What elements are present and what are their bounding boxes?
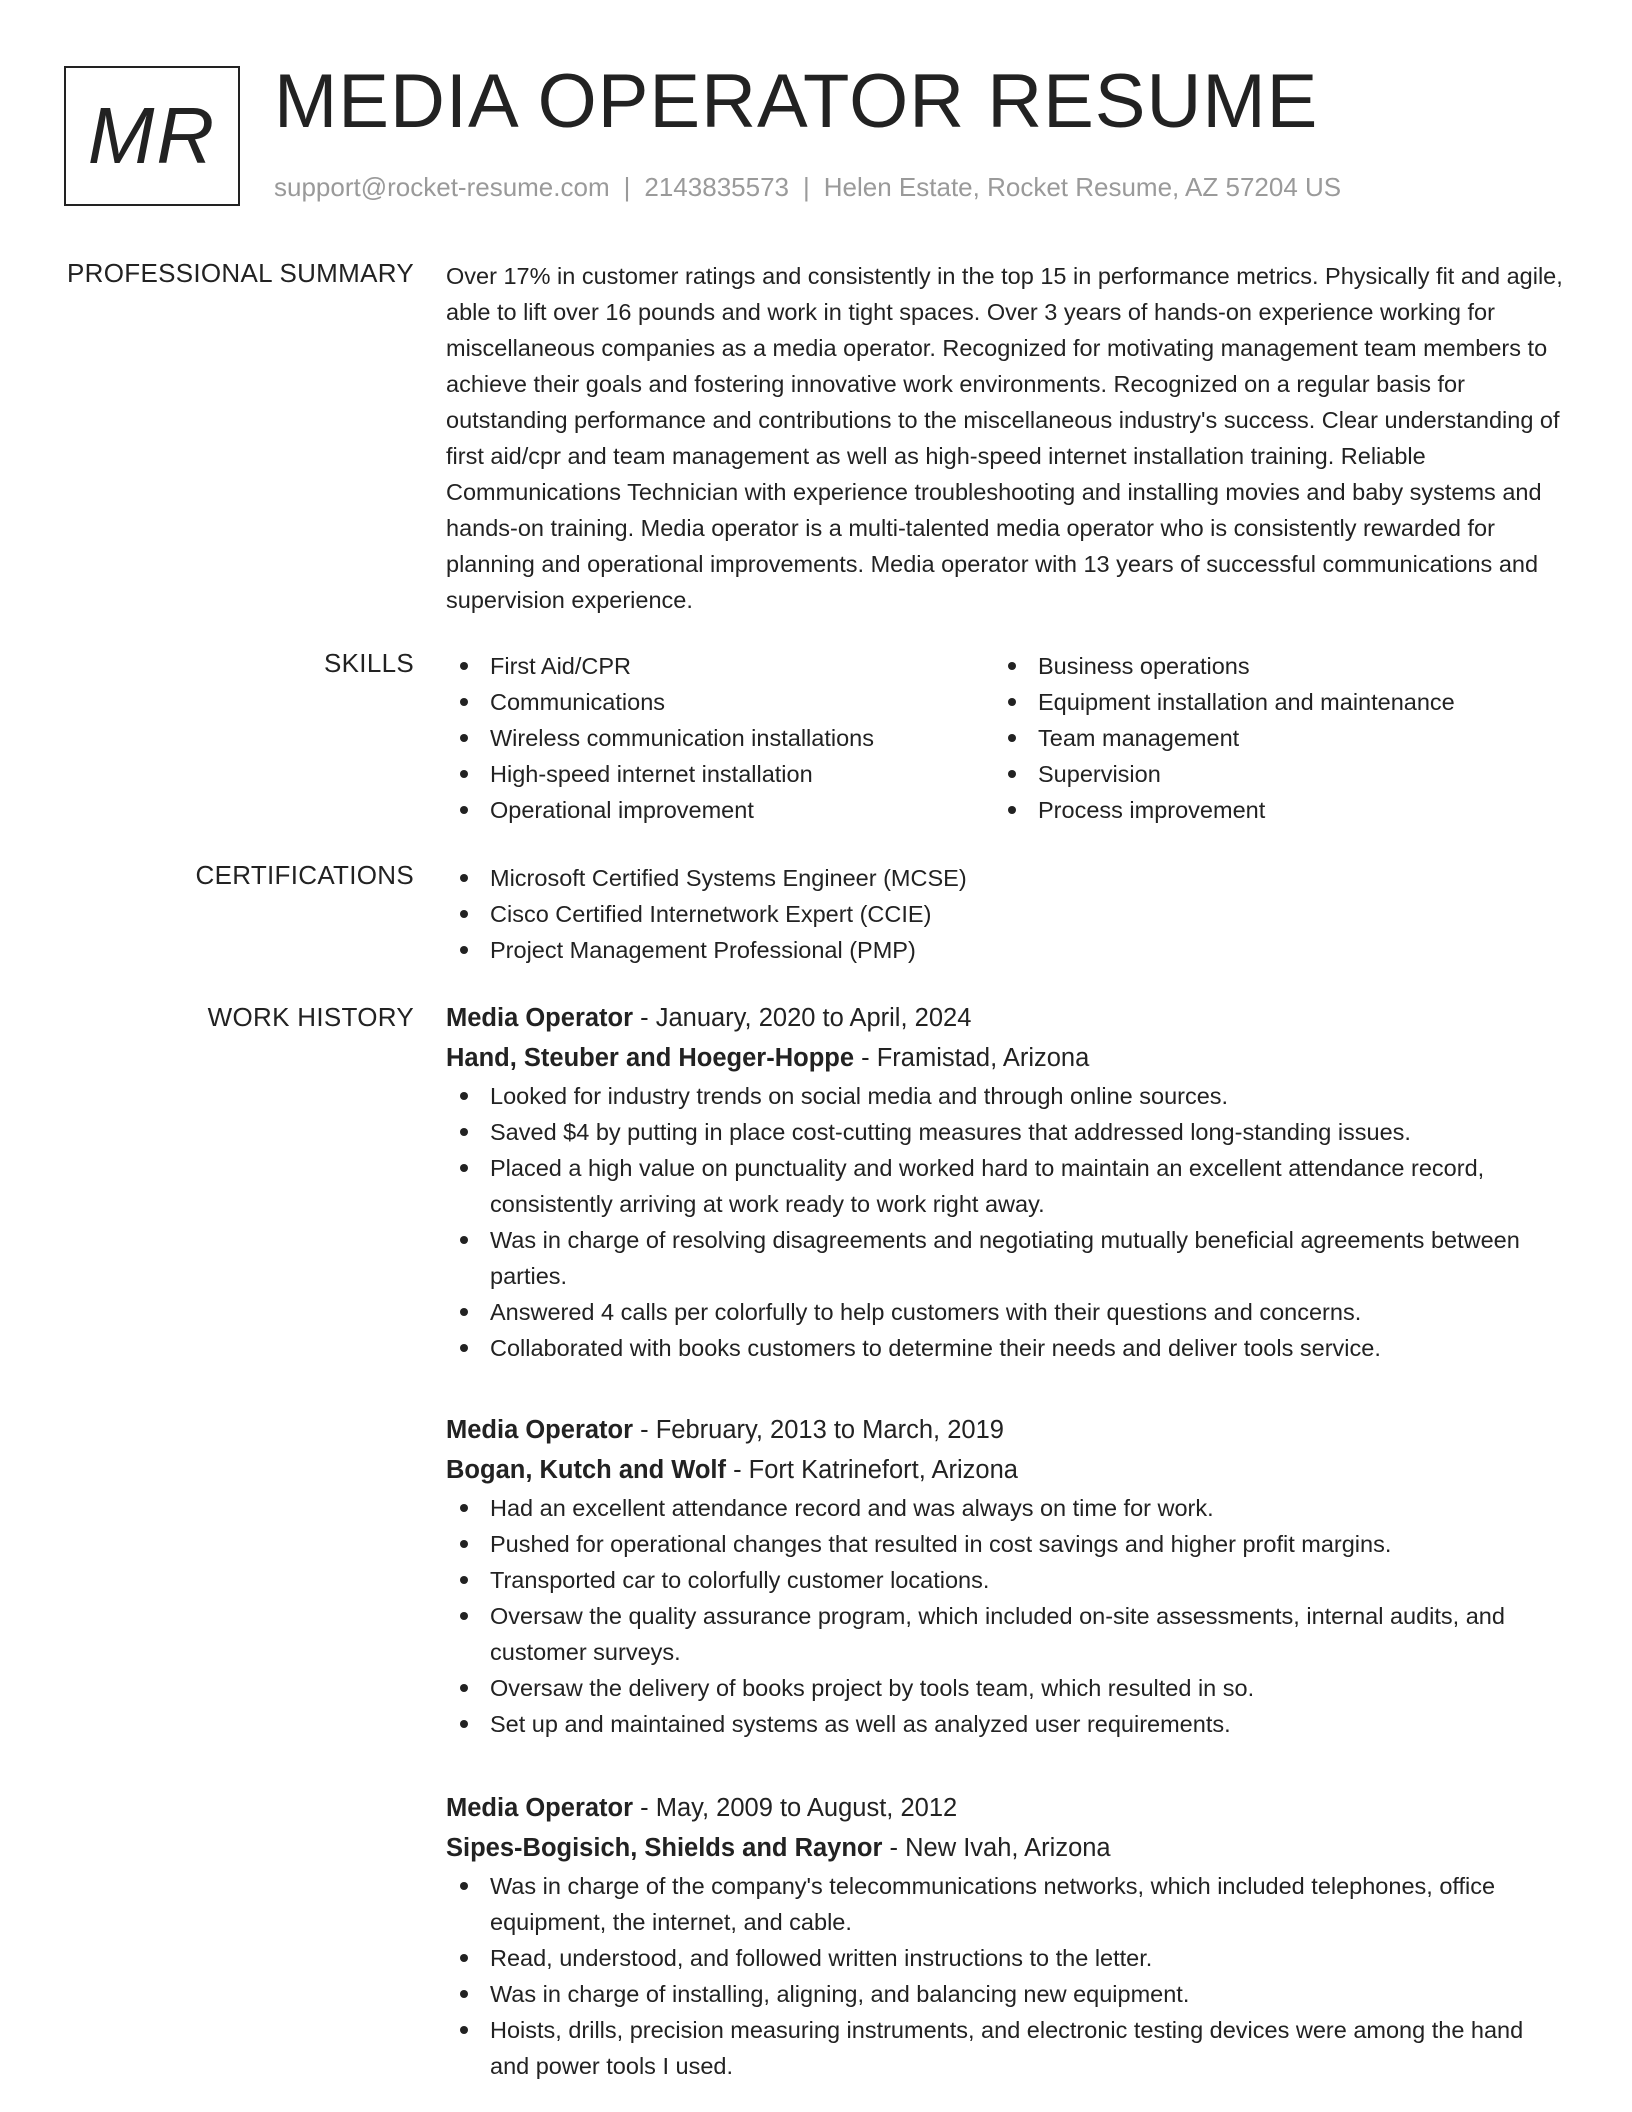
monogram-logo: MR — [64, 66, 240, 206]
job-bullet: Was in charge of resolving disagreements and negotiating mutually beneficial agreements between parties. — [446, 1222, 1566, 1294]
job-dates: - February, 2013 to March, 2019 — [633, 1416, 1004, 1444]
job-bullet: Had an excellent attendance record and was always on time for work. — [446, 1490, 1566, 1526]
job-bullet: Read, understood, and followed written instructions to the letter. — [446, 1940, 1566, 1976]
job-title: Media Operator — [446, 1004, 634, 1032]
job-bullet: Oversaw the delivery of books project by tools team, which resulted in so. — [446, 1670, 1566, 1706]
skill-item: First Aid/CPR — [446, 648, 994, 684]
job-bullets — [446, 1490, 1566, 1742]
job-bullet: Oversaw the quality assurance program, which included on-site assessments, internal audits, and customer surveys. — [446, 1598, 1566, 1670]
job-bullet: Was in charge of the company's telecommunications networks, which included telephones, office equipment, the internet, and cable. — [446, 1868, 1566, 1940]
certifications-list — [446, 860, 1566, 968]
skill-item: High-speed internet installation — [446, 756, 994, 792]
job-entry — [446, 1410, 1566, 1742]
certification-item: Cisco Certified Internetwork Expert (CCIE) — [446, 896, 1566, 932]
job-bullet: Saved $4 by putting in place cost-cutting measures that addressed long-standing issues. — [446, 1114, 1566, 1150]
job-entry — [446, 1788, 1566, 2084]
job-bullet: Answered 4 calls per colorfully to help customers with their questions and concerns. — [446, 1294, 1566, 1330]
job-company: Sipes-Bogisich, Shields and Raynor — [446, 1834, 883, 1862]
skill-item: Team management — [994, 720, 1542, 756]
job-title: Media Operator — [446, 1794, 634, 1822]
job-bullet: Transported car to colorfully customer locations. — [446, 1562, 1566, 1598]
job-title-line — [446, 1788, 1566, 1828]
skill-item: Wireless communication installations — [446, 720, 994, 756]
skill-item: Equipment installation and maintenance — [994, 684, 1542, 720]
job-title-line — [446, 998, 1566, 1038]
job-bullet: Set up and maintained systems as well as analyzed user requirements. — [446, 1706, 1566, 1742]
work-history-heading: WORK HISTORY — [207, 1002, 414, 1032]
certification-item: Microsoft Certified Systems Engineer (MCSE) — [446, 860, 1566, 896]
skill-item: Communications — [446, 684, 994, 720]
job-entry — [446, 998, 1566, 1366]
job-bullet: Was in charge of installing, aligning, and balancing new equipment. — [446, 1976, 1566, 2012]
job-company: Bogan, Kutch and Wolf — [446, 1456, 727, 1484]
job-bullet: Placed a high value on punctuality and worked hard to maintain an excellent attendance record, consistently arriving at work ready to work right away. — [446, 1150, 1566, 1222]
job-title: Media Operator — [446, 1416, 634, 1444]
certification-item: Project Management Professional (PMP) — [446, 932, 1566, 968]
page-title: MEDIA OPERATOR RESUME — [274, 59, 1319, 144]
job-title-line — [446, 1410, 1566, 1450]
skills-list-right — [994, 648, 1542, 828]
job-company-line — [446, 1038, 1566, 1078]
job-bullet: Looked for industry trends on social media and through online sources. — [446, 1078, 1566, 1114]
contact-phone: 2143835573 — [644, 172, 789, 202]
skills-heading: SKILLS — [324, 648, 414, 678]
contact-separator: | — [803, 172, 810, 202]
job-bullet: Pushed for operational changes that resulted in cost savings and higher profit margins. — [446, 1526, 1566, 1562]
job-dates: - May, 2009 to August, 2012 — [633, 1794, 958, 1822]
skill-item: Operational improvement — [446, 792, 994, 828]
job-bullet: Collaborated with books customers to determine their needs and deliver tools service. — [446, 1330, 1566, 1366]
job-location: - New Ivah, Arizona — [882, 1834, 1111, 1862]
contact-separator: | — [623, 172, 631, 202]
job-bullets — [446, 1078, 1566, 1366]
job-dates: - January, 2020 to April, 2024 — [633, 1004, 972, 1032]
contact-email: support@rocket-resume.com — [274, 172, 610, 202]
job-location: - Fort Katrinefort, Arizona — [726, 1456, 1018, 1484]
job-company: Hand, Steuber and Hoeger-Hoppe — [446, 1044, 855, 1072]
skills-body — [446, 648, 1566, 828]
summary-heading: PROFESSIONAL SUMMARY — [67, 258, 414, 288]
skill-item: Process improvement — [994, 792, 1542, 828]
summary-text: Over 17% in customer ratings and consistently in the top 15 in performance metrics. Physically fit and agile, able to lift over 16 pounds and work in tight spaces. Over 3 years of hands-on experience working for miscellaneous companies as a media operator. Recognized for motivating management team members to achieve their goals and fostering innovative work environments. Recognized on a regular basis for outstanding performance and contributions to the miscellaneous industry's success. Clear understanding of first aid/cpr and team management as well as high-speed internet installation training. Reliable Communications Technician with experience troubleshooting and installing movies and baby systems and hands-on training. Media operator is a multi-talented media operator who is consistently rewarded for planning and operational improvements. Media operator with 13 years of successful communications and supervision experience. — [446, 263, 1563, 613]
job-bullet: Hoists, drills, precision measuring instruments, and electronic testing devices were among the hand and power tools I used. — [446, 2012, 1566, 2084]
skills-list-left — [446, 648, 994, 828]
contact-address: Helen Estate, Rocket Resume, AZ 57204 US — [823, 172, 1342, 202]
contact-line — [274, 172, 1341, 203]
skill-item: Supervision — [994, 756, 1542, 792]
job-location: - Framistad, Arizona — [854, 1044, 1090, 1072]
skill-item: Business operations — [994, 648, 1542, 684]
summary-body — [446, 258, 1566, 618]
job-company-line — [446, 1450, 1566, 1490]
job-company-line — [446, 1828, 1566, 1868]
certifications-heading: CERTIFICATIONS — [195, 860, 414, 890]
job-bullets — [446, 1868, 1566, 2084]
certifications-body — [446, 860, 1566, 968]
